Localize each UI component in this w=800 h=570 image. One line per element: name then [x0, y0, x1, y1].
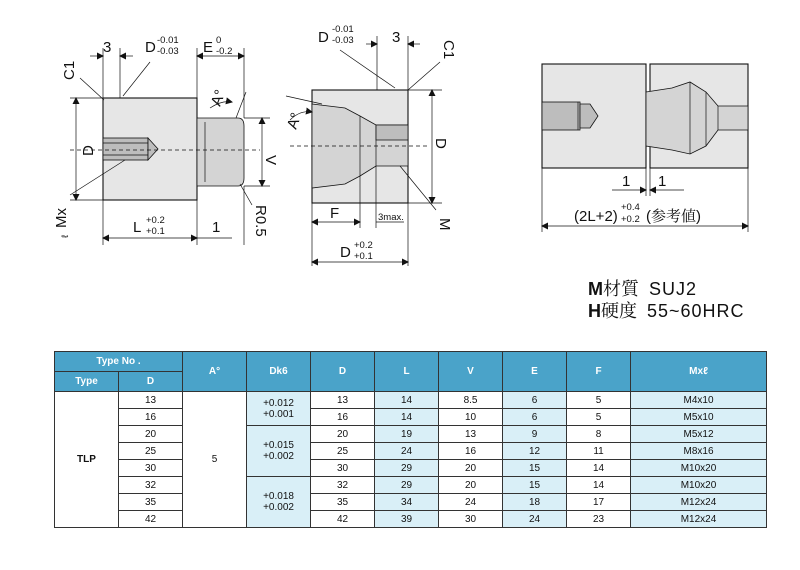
total-length-label: (2L+2) — [574, 208, 618, 225]
f-cell: 8 — [567, 426, 631, 443]
angle-cell: 5 — [183, 392, 247, 528]
l-cell: 14 — [375, 392, 439, 409]
f-cell: 23 — [567, 511, 631, 528]
table-row — [55, 426, 767, 443]
d-cell: 35 — [311, 494, 375, 511]
l-cell: 34 — [375, 494, 439, 511]
mx-cell: M10x20 — [631, 477, 767, 494]
th-d-sub: D — [119, 372, 183, 392]
e-cell: 6 — [503, 409, 567, 426]
die-button-view — [284, 24, 457, 266]
radius-label: R0.5 — [252, 205, 269, 237]
length-l-upper: +0.2 — [146, 215, 165, 226]
reference-value-label: (参考値) — [646, 208, 701, 225]
e-dim-label: E — [203, 39, 214, 56]
d-cell: 16 — [311, 409, 375, 426]
dk6-lower: +0.002 — [263, 502, 294, 513]
th-f: F — [567, 352, 631, 392]
dk6-upper: +0.018 — [263, 491, 294, 502]
hardness-label: 硬度 — [601, 301, 637, 321]
th-type-no: Type No . — [55, 352, 183, 372]
e-cell: 9 — [503, 426, 567, 443]
e-cell: 24 — [503, 511, 567, 528]
v-cell: 10 — [439, 409, 503, 426]
punch-tip — [197, 118, 244, 186]
punch-view — [53, 35, 279, 245]
table-row — [55, 443, 767, 460]
table-row — [55, 460, 767, 477]
die-angle-label: A° — [283, 110, 306, 132]
d-sub-cell: 35 — [119, 494, 183, 511]
die-dia-tol-label: D — [318, 29, 329, 46]
table-row — [55, 409, 767, 426]
th-l: L — [375, 352, 439, 392]
v-cell: 20 — [439, 460, 503, 477]
dk6-upper: +0.012 — [263, 397, 294, 409]
d-cell: 20 — [311, 426, 375, 443]
die-d2-label: D — [340, 244, 351, 261]
die-chamfer-label: 3 — [392, 29, 401, 46]
mounting-screw — [103, 138, 148, 160]
l-cell: 14 — [375, 409, 439, 426]
e-cell: 6 — [503, 392, 567, 409]
dia-tol-label: D — [145, 39, 156, 56]
hardness-prefix: H — [588, 301, 601, 321]
d-sub-cell: 25 — [119, 443, 183, 460]
l-cell: 29 — [375, 460, 439, 477]
total-length-upper: +0.4 — [621, 202, 640, 213]
length-l-label: L — [133, 219, 142, 236]
die-m-label: M — [436, 218, 453, 231]
max-depth-label: 3max. — [378, 212, 404, 223]
material-prefix: M — [588, 279, 603, 299]
assembly-view — [542, 64, 748, 232]
assembly-gap-right: 1 — [658, 173, 667, 190]
th-angle: A° — [183, 352, 247, 392]
v-cell: 16 — [439, 443, 503, 460]
l-cell: 19 — [375, 426, 439, 443]
material-value: SUJ2 — [649, 279, 698, 299]
d-sub-cell: 20 — [119, 426, 183, 443]
mx-cell: M8x16 — [631, 443, 767, 460]
c1-label: C1 — [61, 60, 78, 80]
dk6-lower: +0.001 — [263, 408, 294, 420]
dia-tol-upper: -0.01 — [157, 35, 179, 46]
table-body — [55, 392, 767, 528]
e-dim-upper: 0 — [216, 35, 222, 46]
d-sub-cell: 42 — [119, 511, 183, 528]
d-sub-cell: 30 — [119, 460, 183, 477]
die-dia-tol-lower: -0.03 — [332, 35, 354, 46]
tip-v-label: V — [262, 155, 279, 166]
e-cell: 18 — [503, 494, 567, 511]
screw-mx-sub: ℓ — [60, 234, 71, 238]
table-row — [55, 511, 767, 528]
f-cell: 5 — [567, 392, 631, 409]
mx-cell: M5x12 — [631, 426, 767, 443]
f-cell: 5 — [567, 409, 631, 426]
v-cell: 20 — [439, 477, 503, 494]
spec-table — [54, 351, 767, 528]
mx-cell: M12x24 — [631, 494, 767, 511]
hardness-value: 55~60HRC — [647, 301, 745, 321]
th-v: V — [439, 352, 503, 392]
th-d: D — [311, 352, 375, 392]
screw-mx-label: Mx — [53, 208, 70, 228]
d-cell: 30 — [311, 460, 375, 477]
th-mx: Mxℓ — [631, 352, 767, 392]
die-d-label: D — [432, 138, 449, 149]
v-cell: 24 — [439, 494, 503, 511]
dk6-cell — [247, 477, 311, 528]
th-e: E — [503, 352, 567, 392]
total-length-lower: +0.2 — [621, 214, 640, 225]
f-cell: 14 — [567, 460, 631, 477]
material-label: 材質 — [603, 279, 639, 299]
gap-one-label: 1 — [212, 219, 221, 236]
table-row — [55, 494, 767, 511]
v-cell: 13 — [439, 426, 503, 443]
v-cell: 8.5 — [439, 392, 503, 409]
e-dim-lower: -0.2 — [216, 46, 233, 57]
mx-cell: M5x10 — [631, 409, 767, 426]
th-dk6: Dk6 — [247, 352, 311, 392]
d-cell: 32 — [311, 477, 375, 494]
f-cell: 14 — [567, 477, 631, 494]
e-cell: 15 — [503, 460, 567, 477]
l-cell: 29 — [375, 477, 439, 494]
chamfer-label: 3 — [103, 39, 112, 56]
dia-tol-lower: -0.03 — [157, 46, 179, 57]
dk6-upper: +0.015 — [263, 440, 294, 451]
mx-cell: M4x10 — [631, 392, 767, 409]
type-cell: TLP — [55, 392, 119, 528]
die-c1-label: C1 — [440, 40, 457, 60]
length-l-lower: +0.1 — [146, 226, 165, 237]
die-d2-lower: +0.1 — [354, 251, 373, 262]
v-cell: 30 — [439, 511, 503, 528]
l-cell: 24 — [375, 443, 439, 460]
die-step — [376, 125, 408, 140]
table-row — [55, 392, 767, 409]
d-cell: 25 — [311, 443, 375, 460]
l-cell: 39 — [375, 511, 439, 528]
dk6-cell — [247, 426, 311, 477]
diameter-d-label: D — [80, 145, 97, 156]
table-row — [55, 477, 767, 494]
th-type: Type — [55, 372, 119, 392]
d-cell: 42 — [311, 511, 375, 528]
f-dim-label: F — [330, 205, 340, 222]
d-sub-cell: 13 — [119, 392, 183, 409]
e-cell: 12 — [503, 443, 567, 460]
f-cell: 17 — [567, 494, 631, 511]
die-dia-tol-upper: -0.01 — [332, 24, 354, 35]
d-sub-cell: 16 — [119, 409, 183, 426]
dk6-cell — [247, 392, 311, 426]
mx-cell: M12x24 — [631, 511, 767, 528]
dk6-lower: +0.002 — [263, 451, 294, 462]
e-cell: 15 — [503, 477, 567, 494]
hardness-line — [588, 297, 745, 323]
f-cell: 11 — [567, 443, 631, 460]
assembly-gap-left: 1 — [622, 173, 631, 190]
d-sub-cell: 32 — [119, 477, 183, 494]
angle-label: A° — [207, 87, 230, 109]
mx-cell: M10x20 — [631, 460, 767, 477]
d-cell: 13 — [311, 392, 375, 409]
die-d2-upper: +0.2 — [354, 240, 373, 251]
